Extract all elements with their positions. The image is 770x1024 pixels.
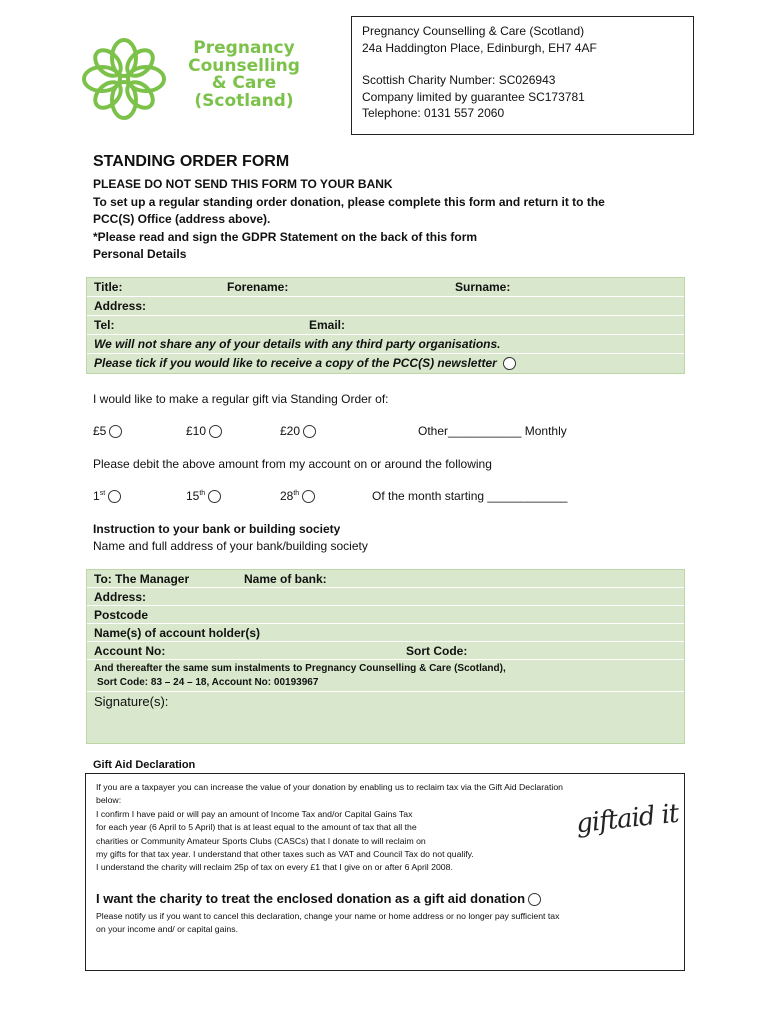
option-5 — [93, 424, 122, 438]
org-telephone: Telephone: 0131 557 2060 — [362, 106, 505, 120]
bank-instruction-subheading: Name and full address of your bank/building society — [93, 539, 368, 553]
privacy-row — [87, 335, 684, 354]
date-28th-number: 28 — [280, 489, 294, 503]
postcode-label: Postcode — [94, 608, 149, 622]
pcc-logo — [76, 34, 316, 124]
gift-aid-p2: below: — [96, 795, 122, 806]
gift-aid-cancel-note — [96, 910, 681, 937]
logo-line-4: (Scotland) — [194, 90, 294, 111]
regular-gift-intro: I would like to make a regular gift via Standing Order of: — [93, 392, 389, 406]
option-20 — [280, 424, 316, 438]
do-not-send-notice: PLEASE DO NOT SEND THIS FORM TO YOUR BANK — [93, 177, 393, 191]
contact-row[interactable] — [87, 316, 684, 335]
form-title: STANDING ORDER FORM — [93, 153, 290, 170]
logo-line-3: & Care — [211, 73, 277, 93]
organisation-details-box — [351, 16, 694, 135]
option-10-radio[interactable] — [209, 425, 222, 438]
debit-intro: Please debit the above amount from my account on or around the following — [93, 457, 492, 471]
tel-label: Tel: — [94, 318, 115, 332]
option-5-label: £5 — [93, 424, 107, 438]
address-label: Address: — [94, 299, 147, 313]
forename-label: Forename: — [227, 280, 289, 294]
date-15th — [186, 489, 221, 503]
title-label: Title: — [94, 280, 123, 294]
gift-aid-logo: giftaid it — [574, 798, 680, 840]
personal-details-panel — [86, 277, 685, 374]
option-20-label: £20 — [280, 424, 301, 438]
account-holders-row[interactable] — [87, 624, 684, 642]
date-15th-number: 15 — [186, 489, 200, 503]
month-starting[interactable]: Of the month starting ____________ — [372, 489, 568, 503]
bank-address-row[interactable] — [87, 588, 684, 606]
instructions-line-2: PCC(S) Office (address above). — [93, 212, 271, 227]
option-20-radio[interactable] — [303, 425, 316, 438]
bank-name-label: Name of bank: — [244, 572, 327, 586]
manager-row[interactable] — [87, 570, 684, 588]
option-5-radio[interactable] — [109, 425, 122, 438]
date-28th-suffix: th — [293, 490, 300, 497]
thereafter-line-2: Sort Code: 83 – 24 – 18, Account No: 00193967 — [97, 677, 319, 688]
account-number-label: Account No: — [94, 644, 166, 658]
gift-aid-note-2: on your income and/ or capital gains. — [96, 924, 238, 935]
privacy-note: We will not share any of your details with any third party organisations. — [94, 337, 501, 351]
newsletter-note: Please tick if you would like to receive a copy of the PCC(S) newsletter — [94, 356, 497, 370]
gift-aid-p6: my gifts for that tax year. I understand that other taxes such as VAT and Council Tax do not qualify. — [96, 849, 474, 860]
surname-label: Surname: — [455, 280, 511, 294]
gift-aid-p4: for each year (6 April to 5 April) that is at least equal to the amount of tax that all the — [96, 822, 417, 833]
address-row[interactable] — [87, 297, 684, 316]
signature-row[interactable] — [87, 692, 684, 743]
date-28th — [280, 489, 315, 503]
sort-code-label: Sort Code: — [406, 644, 468, 658]
date-15th-suffix: th — [199, 490, 206, 497]
gift-aid-consent-label: I want the charity to treat the enclosed donation as a gift aid donation — [96, 891, 526, 906]
date-1st — [93, 489, 121, 503]
to-manager-label: To: The Manager — [94, 572, 190, 586]
thereafter-line-1: And thereafter the same sum instalments to Pregnancy Counselling & Care (Scotland), — [94, 663, 506, 674]
date-15th-radio[interactable] — [208, 490, 221, 503]
bank-instruction-heading: Instruction to your bank or building society — [93, 522, 341, 536]
postcode-row[interactable] — [87, 606, 684, 624]
instructions-line-1: To set up a regular standing order donation, please complete this form and return it to the — [93, 194, 605, 209]
logo-wordmark — [174, 40, 314, 110]
knot-logo-icon — [76, 34, 172, 124]
gift-aid-note-1: Please notify us if you want to cancel this declaration, change your name or home address or no longer pay sufficient tax — [96, 911, 560, 921]
name-row[interactable] — [87, 278, 684, 297]
gift-aid-box — [85, 773, 685, 971]
org-company-number: Company limited by guarantee SC173781 — [362, 89, 585, 104]
signature-label: Signature(s): — [94, 694, 169, 709]
option-10-label: £10 — [186, 424, 207, 438]
newsletter-checkbox[interactable] — [503, 357, 516, 370]
thereafter-row — [87, 660, 684, 692]
gift-aid-p3: I confirm I have paid or will pay an amount of Income Tax and/or Capital Gains Tax — [96, 808, 413, 819]
form-intro — [93, 176, 693, 264]
gift-aid-p5: charities or Community Amateur Sports Clubs (CASCs) that I donate to will reclaim on — [96, 835, 426, 846]
gift-aid-heading: Gift Aid Declaration — [93, 759, 196, 771]
bank-address-label: Address: — [94, 590, 147, 604]
logo-line-1: Pregnancy — [193, 38, 295, 58]
org-name: Pregnancy Counselling & Care (Scotland) — [362, 24, 585, 38]
gift-aid-checkbox[interactable] — [528, 893, 541, 906]
org-charity-number: Scottish Charity Number: SC026943 — [362, 73, 556, 87]
account-holders-label: Name(s) of account holder(s) — [94, 626, 261, 640]
account-row[interactable] — [87, 642, 684, 660]
date-1st-suffix: st — [99, 490, 106, 497]
gift-aid-p1: If you are a taxpayer you can increase the value of your donation by enabling us to reclaim tax via the Gift Aid Declaration — [96, 782, 563, 792]
bank-details-panel — [86, 569, 685, 744]
date-1st-number: 1 — [93, 489, 100, 503]
option-10 — [186, 424, 222, 438]
org-address: 24a Haddington Place, Edinburgh, EH7 4AF — [362, 40, 597, 55]
gdpr-notice: *Please read and sign the GDPR Statement on the back of this form — [93, 229, 478, 244]
gift-aid-p7: I understand the charity will reclaim 25p of tax on every £1 that I give on or after 6 April 2008. — [96, 862, 453, 873]
date-28th-radio[interactable] — [302, 490, 315, 503]
email-label: Email: — [309, 318, 346, 332]
newsletter-row — [87, 354, 684, 373]
logo-line-2: Counselling — [188, 55, 300, 76]
date-1st-radio[interactable] — [108, 490, 121, 503]
option-other[interactable]: Other___________ Monthly — [418, 424, 567, 438]
gift-aid-consent — [96, 891, 541, 906]
personal-details-heading: Personal Details — [93, 247, 187, 262]
